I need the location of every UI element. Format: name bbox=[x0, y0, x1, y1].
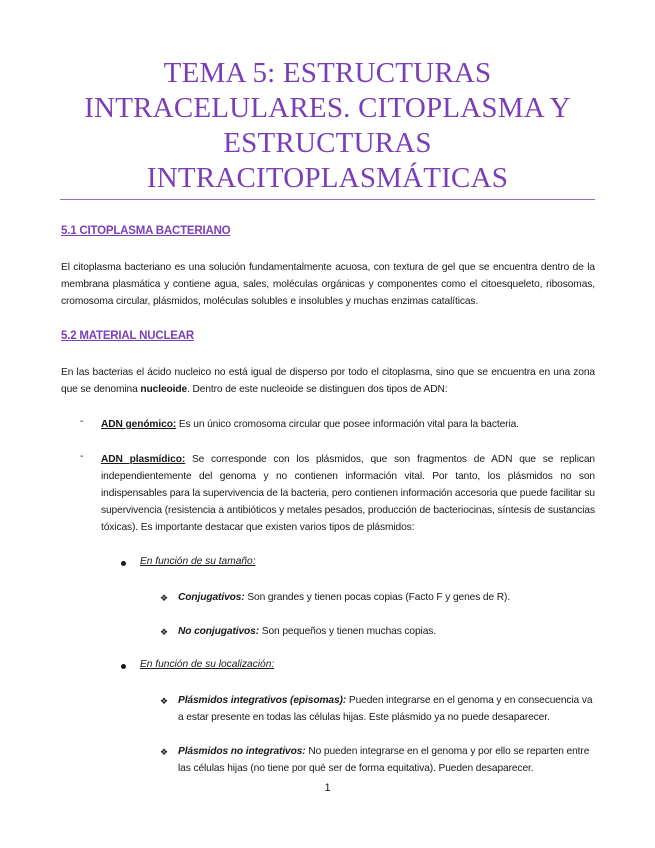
no-conjugativos-term: No conjugativos: bbox=[178, 626, 260, 637]
page-title bbox=[40, 56, 615, 196]
diamond-bullet-icon: ❖ bbox=[160, 627, 169, 637]
no-conjugativos-text: Son pequeños y tienen muchas copias. bbox=[259, 626, 437, 637]
adn-plasmidico-term: ADN plasmídico: bbox=[101, 454, 186, 465]
diamond-bullet-icon: ❖ bbox=[160, 696, 169, 706]
adn-plasmidico-item bbox=[101, 451, 595, 536]
dash-bullet: - bbox=[80, 416, 84, 427]
diamond-bullet-icon: ❖ bbox=[160, 747, 169, 757]
section-heading-citoplasma: 5.1 CITOPLASMA BACTERIANO bbox=[61, 225, 231, 237]
adn-genomico-item bbox=[101, 416, 595, 433]
adn-genomico-term: ADN genómico: bbox=[101, 419, 177, 430]
integrativos-term: Plásmidos integrativos (episomas): bbox=[178, 695, 347, 706]
title-line: TEMA 5: ESTRUCTURAS bbox=[163, 57, 492, 89]
section-heading-material-nuclear: 5.2 MATERIAL NUCLEAR bbox=[61, 330, 194, 342]
no-conjugativos-item bbox=[178, 623, 595, 640]
conjugativos-text: Son grandes y tienen pocas copias (Facto F y genes de R). bbox=[244, 592, 511, 603]
no-integrativos-term: Plásmidos no integrativos: bbox=[178, 746, 306, 757]
bullet-dot-icon bbox=[121, 664, 126, 669]
title-line: INTRACELULARES. CITOPLASMA Y bbox=[84, 92, 571, 124]
citoplasma-paragraph: El citoplasma bacteriano es una solución fundamentalmente acuosa, con textura de gel que se encuentra dentro de la membrana plasmática y contiene agua, sales, moléculas orgánicas y componentes como el citoesqueleto, ribosomas, cromosoma circular, plásmidos, moléculas solubles e insolubles y muchas enzimas catalíticas. bbox=[61, 262, 595, 307]
nucleoide-paragraph bbox=[61, 364, 595, 398]
adn-genomico-text: Es un único cromosoma circular que posee información vital para la bacteria. bbox=[176, 419, 519, 430]
intro-text: En las bacterias el ácido nucleico no está igual de disperso por todo el citoplasma, sino que se encuentra en una zona que se denomina bbox=[61, 367, 595, 395]
no-integrativos-text: No pueden integrarse en el genoma y por ello se reparten entre las células hijas (no tiene por qué ser de forma equitativa). Pueden desaparecer. bbox=[178, 746, 590, 774]
location-category-label: En función de su localización: bbox=[140, 659, 275, 670]
nucleoide-term: nucleoide bbox=[140, 384, 188, 395]
intro-text-end: . Dentro de este nucleoide se distinguen dos tipos de ADN: bbox=[187, 384, 448, 395]
title-line: ESTRUCTURAS bbox=[223, 127, 432, 159]
no-integrativos-item bbox=[178, 743, 595, 777]
dash-bullet: - bbox=[80, 451, 84, 462]
conjugativos-item bbox=[178, 589, 595, 606]
integrativos-item bbox=[178, 692, 595, 726]
page-number: 1 bbox=[324, 782, 331, 794]
title-line: INTRACITOPLASMÁTICAS bbox=[146, 162, 509, 194]
adn-plasmidico-text: Se corresponde con los plásmidos, que son fragmentos de ADN que se replican independientemente del genoma y no contienen información vital. Por tanto, los plásmidos no son indispensables para la supervivencia de la bacteria, pero contienen información accesoria que puede facilitar su supervivencia (resistencia a antibióticos y metales pesados, producción de bacteriocinas, síntesis de sustancias tóxicas). Es importante destacar que existen varios tipos de plásmidos: bbox=[101, 454, 596, 533]
integrativos-text: Pueden integrarse en el genoma y en consecuencia va a estar presente en todas las células hijas. Este plásmido ya no puede desaparecer. bbox=[178, 695, 593, 723]
title-divider bbox=[60, 199, 595, 200]
size-category-label: En función de su tamaño: bbox=[140, 556, 256, 567]
bullet-dot-icon bbox=[121, 561, 126, 566]
diamond-bullet-icon: ❖ bbox=[160, 593, 169, 603]
conjugativos-term: Conjugativos: bbox=[178, 592, 245, 603]
